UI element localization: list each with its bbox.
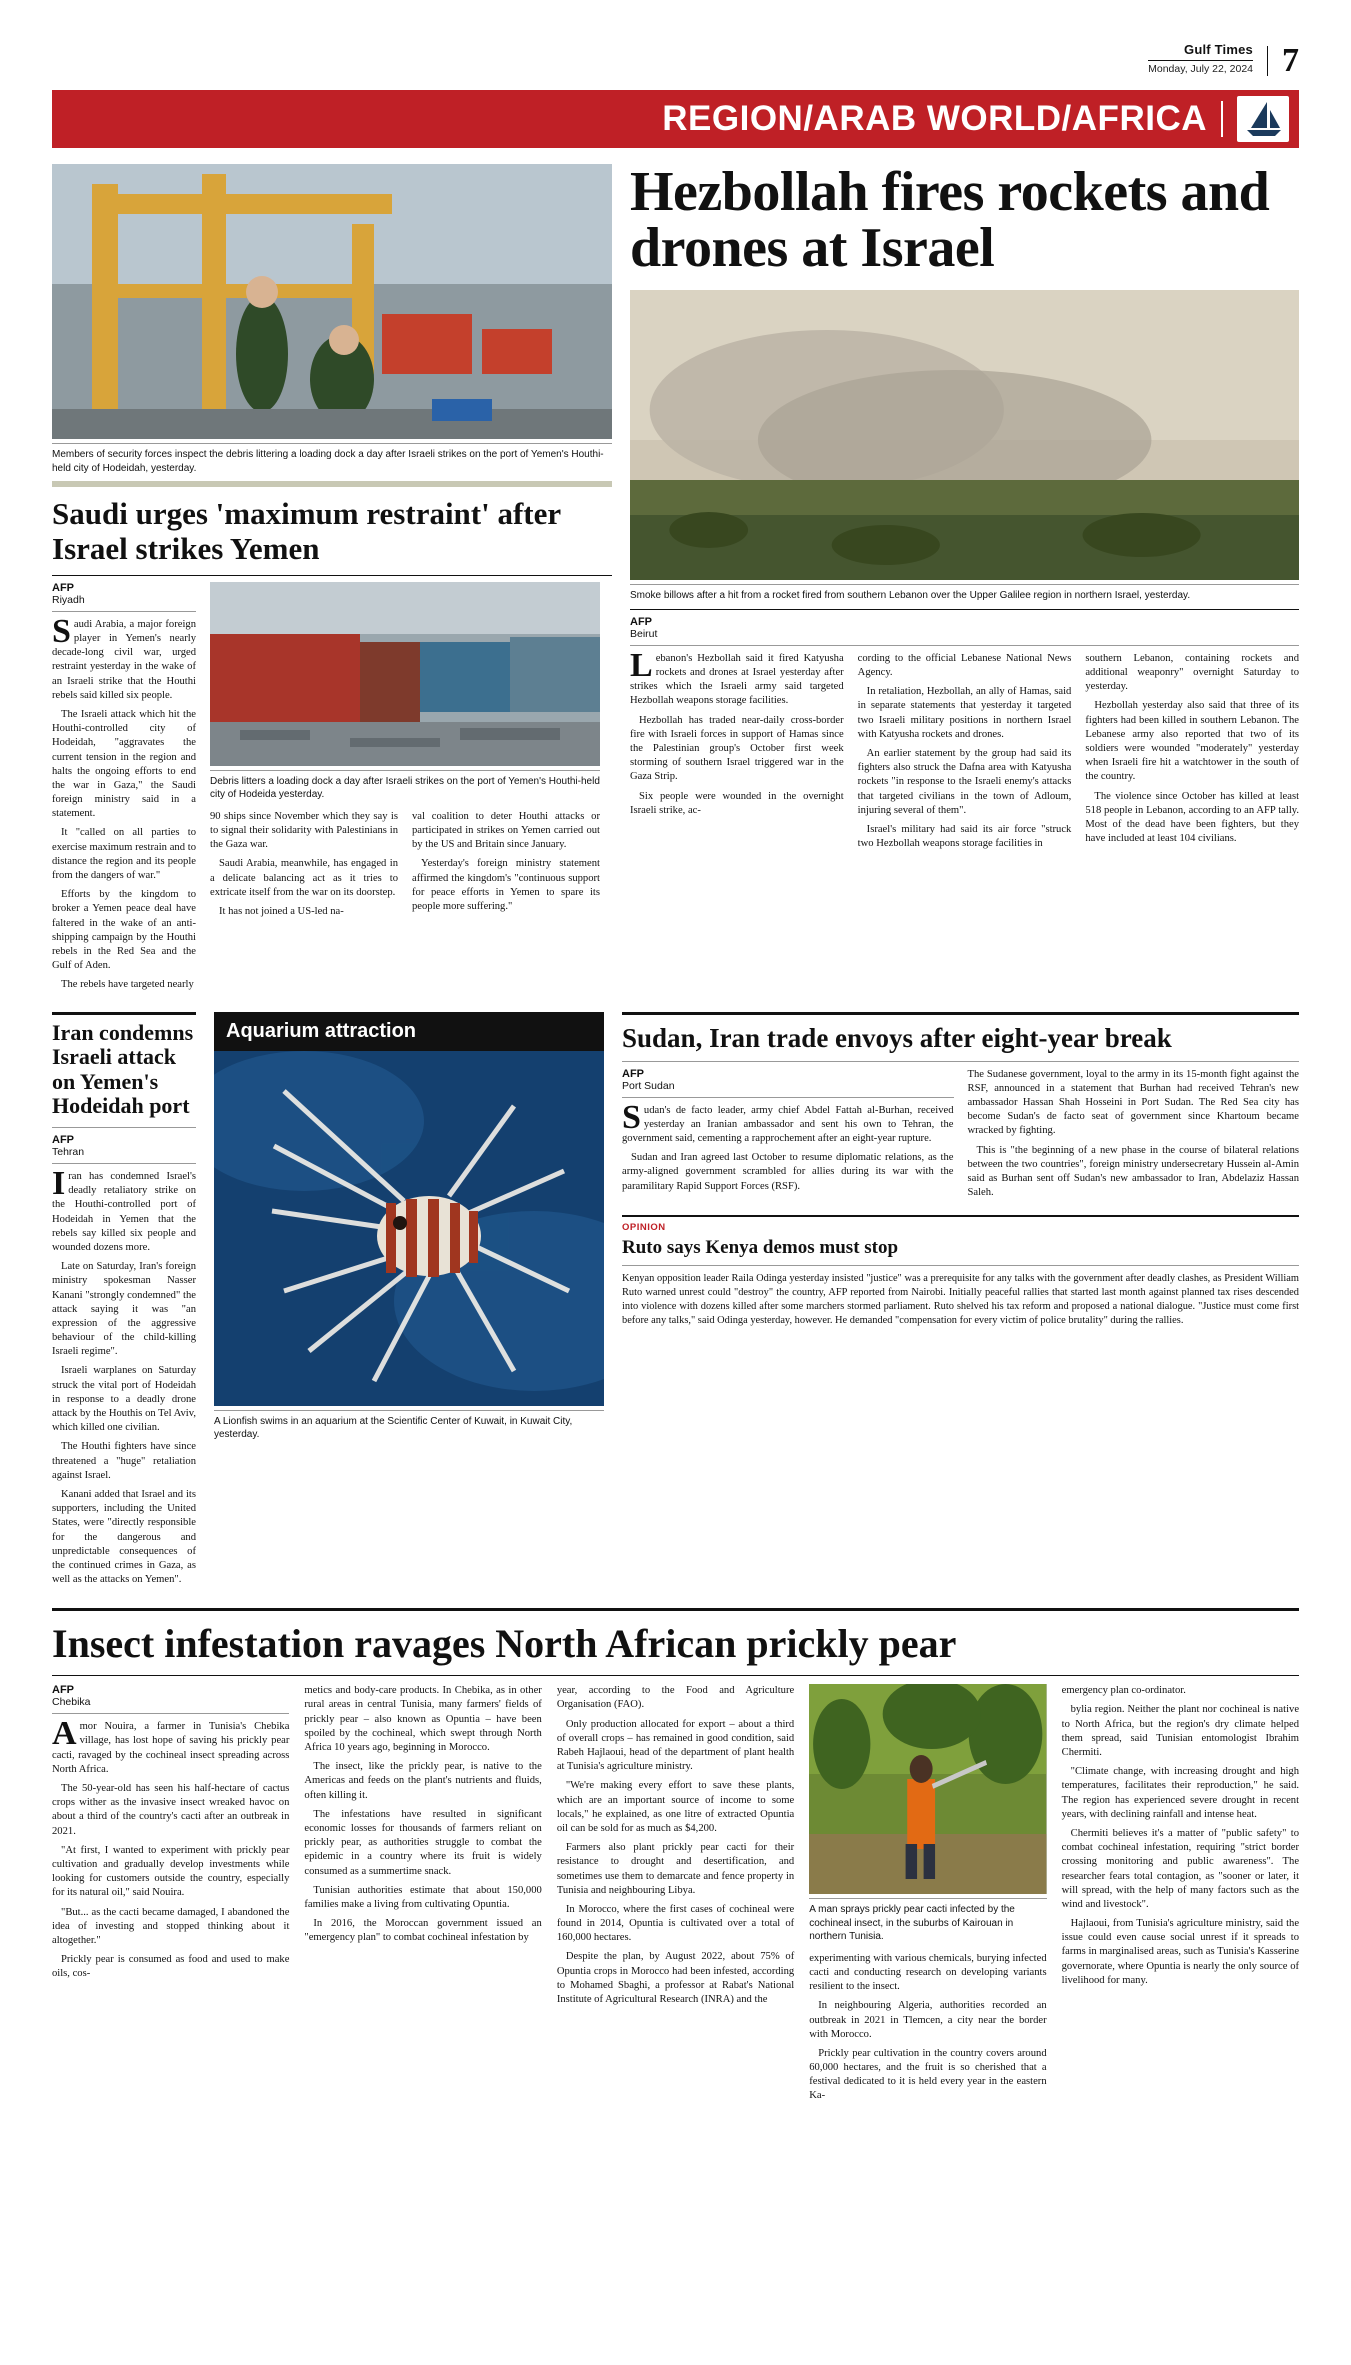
- masthead: [52, 0, 1299, 79]
- sudan-headline: Sudan, Iran trade envoys after eight-year break: [622, 1022, 1172, 1053]
- paragraph: emergency plan co-ordinator.: [1061, 1685, 1186, 1697]
- paragraph: Israel's military had said its air force "struck two Hezbollah weapons storage facilities in: [857, 823, 1072, 850]
- paragraph: The rebels have targeted nearly: [61, 979, 194, 991]
- paragraph: Despite the plan, by August 2022, about 75% of Opuntia crops in Morocco had been infested, according to Mohamed Sbaghi, a professor at Rabat's National Institute of Agricultural Research (INRA) and the: [556, 1951, 795, 2005]
- paragraph: The Israeli attack which hit the Houthi-controlled city of Hodeidah, "aggravates the current tension in the region and halts the ongoing efforts to end the war in Gaza," the Saudi foreign ministry said in a statement.: [52, 708, 196, 820]
- paragraph: In neighbouring Algeria, authorities recorded an outbreak in 2021 in Tlemcen, a city near the border with Morocco.: [809, 2000, 1047, 2040]
- paragraph: Tunisian authorities estimate that about 150,000 families make a living from cultivating Opuntia.: [304, 1884, 542, 1910]
- paragraph: southern Lebanon, containing rockets and additional weaponry" overnight Saturday to yesterday.: [1085, 652, 1300, 693]
- paragraph: Amor Nouira, a farmer in Tunisia's Chebika village, has lost hope of saving his prickly pear cacti, ravaged by the cochineal insect spreading across North Africa.: [52, 1715, 290, 1775]
- saudi-byline: AFP Riyadh: [52, 581, 85, 606]
- saudi-col2: [210, 810, 398, 924]
- paragraph: Saudi Arabia, a major foreign player in Yemen's nearly decade-long civil war, urged restraint yesterday in the wake of an Israeli strike that the Houthi rebels said killed six people.: [52, 612, 196, 701]
- paragraph: experimenting with various chemicals, burying infected cacti and conducting research on developing variants resilient to the insect.: [809, 1952, 1047, 1993]
- prickly-col2: [304, 1684, 541, 2108]
- prickly-byline: AFP Chebika: [52, 1684, 91, 1709]
- saudi-col3: [412, 810, 600, 924]
- paragraph: Hezbollah yesterday also said that three of its fighters had been killed in southern Lebanon. The Lebanese army also reported that two of its soldiers were wounded "moderately" yesterday when Israeli fire hit a watchtower in the south of the country.: [1085, 700, 1300, 783]
- prickly-col3: [557, 1684, 794, 2108]
- hezbollah-col1: [630, 646, 844, 856]
- paragraph: The insect, like the prickly pear, is native to the Americas and feeds on the plant's nutrients and fluids, often killing it.: [304, 1761, 542, 1801]
- dhow-boat-icon: [1237, 96, 1289, 142]
- paragraph: Prickly pear is consumed as food and used to make oils, cos-: [52, 1954, 290, 1980]
- photo-hodeidah-dock: [52, 164, 612, 439]
- section-banner: [52, 90, 1299, 148]
- prickly-headline: Insect infestation ravages North African prickly pear: [52, 1621, 957, 1667]
- paragraph: The infestations have resulted in significant economic losses for thousands of farmers reliant on prickly pear, as authorities struggle to combat the epidemic in a country where its fruit is widely consumed as a summertime snack.: [304, 1808, 542, 1877]
- paragraph: Yesterday's foreign ministry statement affirmed the kingdom's "continuous support for peace efforts in Yemen to spare its people more suffering.": [412, 858, 600, 912]
- paragraph: Israeli warplanes on Saturday struck the vital port of Hodeidah in response to a deadly drone attack by the Houthis on Tel Aviv, which killed one civilian.: [52, 1365, 196, 1434]
- banner-divider: [1221, 101, 1223, 137]
- aquarium-title: Aquarium attraction: [214, 1012, 604, 1051]
- photo-spraying-cacti: [809, 1684, 1046, 1894]
- page-number: 7: [1267, 46, 1299, 77]
- paragraph: In 2016, the Moroccan government issued an "emergency plan" to combat cochineal infestation by: [304, 1918, 542, 1944]
- paragraph: The Sudanese government, loyal to the army in its 15-month fight against the RSF, announced in a statement that Burhan had received Tehran's new ambassador Hassan Shah Hosseini in Port Sudan. The Red Sea city has become Sudan's de facto seat of government since Khartoum became wracked by fighting.: [967, 1068, 1299, 1137]
- photo-galilee-smoke: [630, 290, 1299, 580]
- paragraph: Farmers also plant prickly pear cacti for their resistance to drought and desertification, and sometimes use them to demarcate and fence property in Tunisia and neighbouring Libya.: [556, 1842, 795, 1896]
- opinion-kicker: OPINION: [622, 1222, 666, 1234]
- sudan-col2: [968, 1068, 1300, 1206]
- publication-title: Gulf Times: [1184, 42, 1253, 57]
- paragraph: metics and body-care products. In Chebika, as in other rural areas in central Tunisia, many farmers' fields of prickly pear – also known as Opuntia – have been spoiled by the cochineal, which swept through North Africa 10 years ago, beginning in Morocco.: [304, 1685, 542, 1753]
- paragraph: Saudi Arabia, meanwhile, has engaged in a delicate balancing act as it tries to extricate itself from the war on its doorstep.: [210, 858, 398, 898]
- photo-caption-debris: Debris litters a loading dock a day after Israeli strikes on the port of Yemen's Houthi-held city of Hodeida yesterday.: [210, 775, 600, 801]
- middle-section: [52, 1012, 1299, 1593]
- iran-byline: AFP Tehran: [52, 1134, 85, 1158]
- left-column: [52, 164, 612, 997]
- paragraph: "But... as the cacti became damaged, I abandoned the idea of investing and stopped thinking about it altogether.": [52, 1906, 290, 1946]
- saudi-photo-block: [210, 582, 600, 998]
- paragraph: "We're making every effort to save these plants, which are an important source of income to some locals," he explained, as one litre of extracted Opuntia oil can be sold for as much as $4,200.: [556, 1780, 795, 1834]
- prickly-pear-story: [52, 1608, 1299, 2108]
- paragraph: Six people were wounded in the overnight Israeli strike, ac-: [630, 790, 844, 816]
- photo-caption-galilee: Smoke billows after a hit from a rocket fired from southern Lebanon over the Upper Galilee region in northern Israel, yesterday.: [630, 590, 1191, 602]
- section-title: REGION/ARAB WORLD/AFRICA: [662, 99, 1207, 139]
- saudi-col1: [52, 582, 196, 998]
- paragraph: In Morocco, where the first cases of cochineal were found in 2014, Opuntia is cultivated over a total of 160,000 hectares.: [556, 1903, 795, 1944]
- paragraph: Only production allocated for export – about a third of overall crops – has remained in good condition, said Rabeh Hajlaoui, head of the department of plant health at Tunisia's agriculture ministry.: [556, 1718, 795, 1773]
- paragraph: Kanani added that Israel and its supporters, including the United States, were "directly responsible for the dangerous and unpredictable consequences of the continued crimes in Gaza, as well as the attacks on Yemen".: [52, 1488, 196, 1586]
- prickly-col5: [1062, 1684, 1299, 2108]
- paragraph: In retaliation, Hezbollah, an ally of Hamas, said in separate statements that yesterday it targeted two Israeli military positions in northern Israel with Katyusha rockets and drones.: [857, 686, 1072, 740]
- hezbollah-headline: Hezbollah fires rockets and drones at Israel: [630, 161, 1270, 280]
- iran-story: [52, 1012, 196, 1593]
- photo-lionfish: [214, 1051, 604, 1406]
- photo-debris-dock: [210, 582, 600, 766]
- paragraph: Hezbollah has traded near-daily cross-border fire with Israeli forces in support of Hamas since the Palestinian group's October first week storming of southern Israel triggered war in the Gaza Strip.: [630, 714, 844, 783]
- hezbollah-byline: AFP Beirut: [630, 615, 658, 640]
- paragraph: An earlier statement by the group had said its fighters also struck the Dafna area with Katyusha rockets "in response to the Israeli enemy's attacks that targeted civilians in the town of Adloum, injuring several of them".: [857, 748, 1072, 816]
- paragraph: "At first, I wanted to experiment with prickly pear cultivation and gradually develop investments while looking for customers outside the country, especially for its natural oil," said Nouira.: [52, 1844, 290, 1899]
- paragraph: This is "the beginning of a new phase in the course of bilateral relations between the two countries", foreign ministry undersecretary Hussein al-Amin said as Burhan sent off Sudan's new ambassador to Iran, Abdelaziz Hassan Saleh.: [967, 1144, 1299, 1199]
- photo-caption-spraying: A man sprays prickly pear cacti infected by the cochineal insect, in the suburbs of Kairouan in northern Tunisia.: [809, 1904, 1015, 1943]
- paragraph: Lebanon's Hezbollah said it fired Katyusha rockets and drones at Israel yesterday after strikes which the Israeli army said targeted Hezbollah weapons storage facilities.: [630, 646, 844, 707]
- paragraph: Iran has condemned Israel's deadly retaliatory strike on the Houthi-controlled port of Hodeidah in Yemen that the rebels say killed six people and wounded dozens more.: [52, 1165, 196, 1253]
- iran-headline: Iran condemns Israeli attack on Yemen's Hodeidah port: [52, 1019, 194, 1119]
- paragraph: Sudan's de facto leader, army chief Abdel Fattah al-Burhan, received yesterday an Iranian ambassador and sent his own to Tehran, the government said, cementing a rapprochement after an eight-year rupture.: [622, 1098, 954, 1145]
- paragraph: Chermiti believes it's a matter of "public safety" to combat cochineal infestation, requiring "strict border crossing monitoring and public awareness". The researcher fears total contagion, as "sooner or later, it will spread, with the help of many factors such as the wind and livestock".: [1061, 1827, 1300, 1910]
- hezbollah-col2: [858, 652, 1072, 856]
- ruto-headline: Ruto says Kenya demos must stop: [622, 1237, 899, 1259]
- right-column: [630, 161, 1300, 997]
- paragraph: cording to the official Lebanese National News Agency.: [857, 652, 1072, 679]
- paragraph: Kenyan opposition leader Raila Odinga yesterday insisted "justice" was a prerequisite for any talks with the government after deadly clashes, as President William Ruto warned unrest could "destroy" the country, AFP reported from Nairobi. Initially peaceful rallies that started last month against planned tax rises descended into violence with dozens killed after some marchers stormed parliament. Ruto shelved his tax reform and proposed a national dialogue. "Justice must come first before any talks," said Odinga yesterday, however. He demanded "compensation for every victim of police brutality" during the rallies.: [622, 1273, 1299, 1327]
- photo-caption-lionfish: A Lionfish swims in an aquarium at the Scientific Center of Kuwait, in Kuwait City, yesterday.: [214, 1415, 573, 1440]
- paragraph: Late on Saturday, Iran's foreign ministry spokesman Nasser Kanani "strongly condemned" the attack saying it was "an expression of the aggressive behaviour of the child-killing Israeli regime".: [52, 1261, 196, 1358]
- sudan-col1: [622, 1068, 954, 1206]
- paragraph: 90 ships since November which they say is to signal their solidarity with Palestinians in the Gaza war.: [210, 810, 398, 851]
- paragraph: bylia region. Neither the plant nor cochineal is native to North Africa, but the region's dry climate helped them spread, said Tunisian entomologist Ibrahim Chermiti.: [1061, 1704, 1300, 1758]
- paragraph: It "called on all parties to exercise maximum restrain and to distance the region and its people from the dangers of war.": [52, 827, 196, 881]
- hezbollah-col3: [1085, 652, 1299, 856]
- paragraph: The 50-year-old has seen his half-hectare of cactus crops wither as the invasive insect wreaked havoc on about a third of the country's cacti after an outbreak in 2021.: [52, 1783, 290, 1837]
- prickly-col1: [52, 1684, 289, 2108]
- paragraph: The Houthi fighters have since threatened a "huge" retaliation against Israel.: [52, 1441, 196, 1481]
- paragraph: Prickly pear cultivation in the country covers around 60,000 hectares, and the fruit is so cherished that a festival dedicated to it is held every year in the eastern Ka-: [809, 2047, 1047, 2102]
- paragraph: Hajlaoui, from Tunisia's agriculture ministry, said the issue could even cause social unrest if it spreads to farms in marginalised areas, such as Tunisia's Kasserine governorate, where Opuntia is nearly the only source of livelihood for many.: [1061, 1918, 1300, 1986]
- paragraph: Efforts by the kingdom to broker a Yemen peace deal have faltered in the wake of an anti-shipping campaign by the Houthi rebels in the Red Sea and the Gulf of Aden.: [52, 889, 196, 972]
- prickly-col4: [809, 1684, 1046, 2108]
- photo-caption-hodeidah: Members of security forces inspect the debris littering a loading dock a day after Israeli strikes on the port of Yemen's Houthi-held city of Hodeidah, yesterday.: [52, 449, 604, 474]
- paragraph: val coalition to deter Houthi attacks or participated in strikes on Yemen carried out by the US and Britain since January.: [412, 810, 600, 851]
- paragraph: year, according to the Food and Agriculture Organisation (FAO).: [556, 1685, 795, 1711]
- paragraph: The violence since October has killed at least 518 people in Lebanon, according to an AFP tally. Most of the dead have been fighters, but they have included at least 104 civilians.: [1085, 790, 1300, 845]
- paragraph: Sudan and Iran agreed last October to resume diplomatic relations, as the army-aligned government scrambled for allies during its war with the paramilitary Rapid Support Forces (RSF).: [622, 1152, 954, 1192]
- saudi-headline: Saudi urges 'maximum restraint' after Israel strikes Yemen: [52, 496, 561, 567]
- sudan-byline: AFP Port Sudan: [622, 1067, 675, 1092]
- paragraph: It has not joined a US-led na-: [219, 905, 344, 917]
- aquarium-feature: [214, 1012, 604, 1593]
- sudan-ruto-block: [622, 1012, 1299, 1593]
- paragraph: "Climate change, with increasing drought and high temperatures, facilitates their reproduction," he said. The region has experienced severe drought in recent years, with declining rainfall and intense heat.: [1061, 1766, 1300, 1820]
- top-section: [52, 161, 1300, 997]
- publication-date: Monday, July 22, 2024: [1148, 60, 1253, 76]
